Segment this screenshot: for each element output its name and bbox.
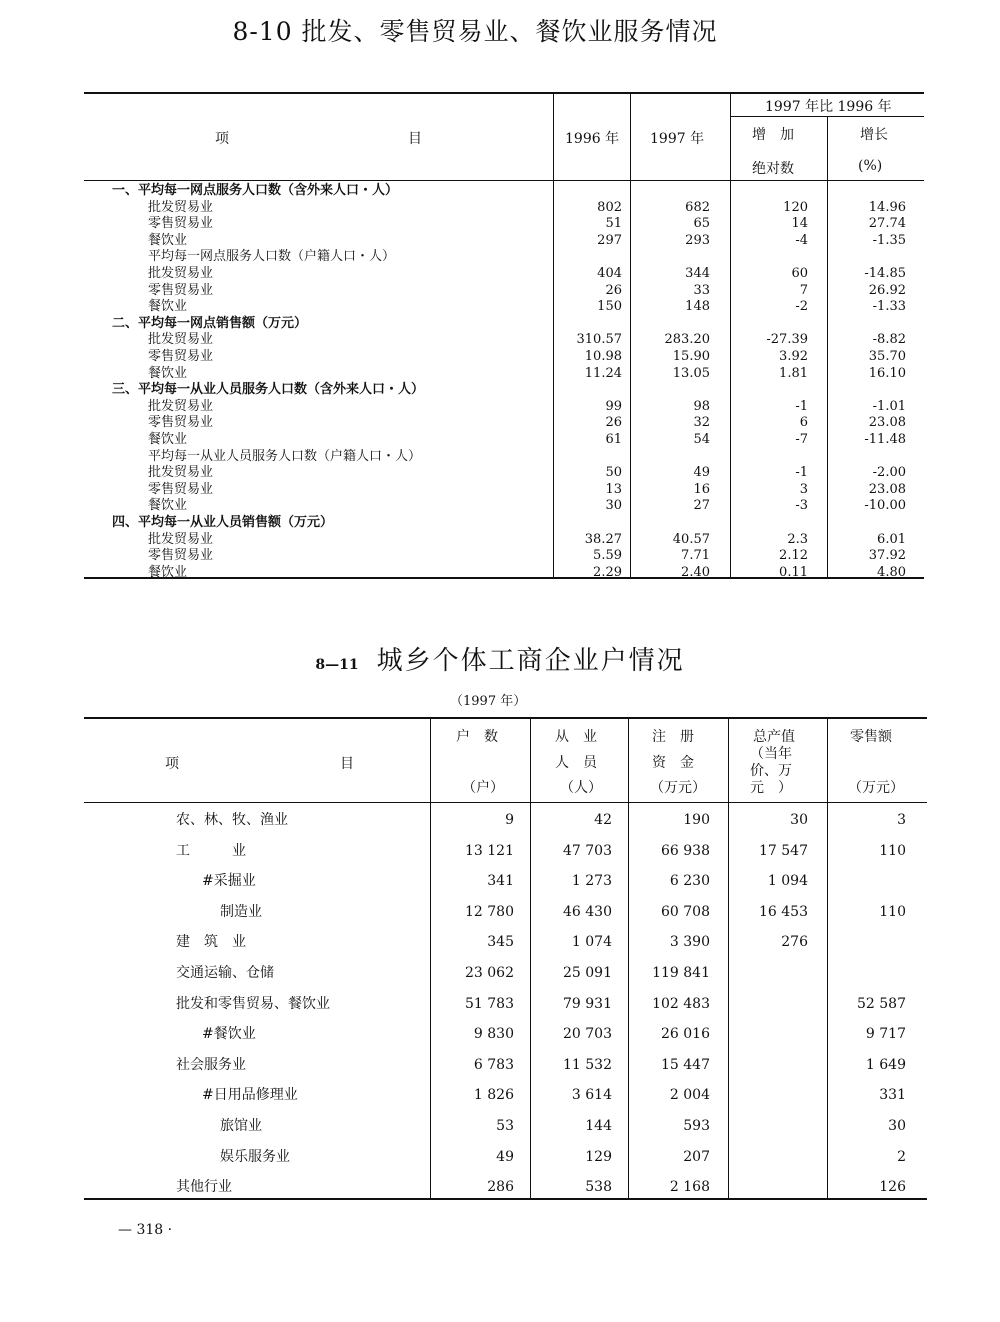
cell-abs: 2.3 xyxy=(787,531,808,547)
row-label: 社会服务业 xyxy=(176,1056,246,1073)
cell-v1997: 7.71 xyxy=(681,548,710,564)
table2-row xyxy=(0,836,1000,866)
cell-capital: 2 168 xyxy=(669,1179,710,1196)
cell-pct: 14.96 xyxy=(868,199,906,215)
row-label: 制造业 xyxy=(220,903,262,920)
cell-pct: -1.01 xyxy=(872,398,906,414)
cell-employees: 1 074 xyxy=(571,934,612,951)
cell-output: 16 453 xyxy=(759,903,808,920)
cell-v1996: 310.57 xyxy=(576,332,622,348)
table2-header-retail-unit: （万元） xyxy=(848,780,904,796)
row-label: 零售贸易业 xyxy=(148,349,214,364)
table1-row xyxy=(0,182,1000,199)
cell-capital: 190 xyxy=(683,812,710,828)
cell-output: 276 xyxy=(781,934,808,951)
table1-row xyxy=(0,331,1000,348)
row-label: 零售贸易业 xyxy=(148,282,214,298)
row-label: 零售贸易业 xyxy=(148,216,214,232)
cell-v1997: 65 xyxy=(693,216,710,232)
table1-header-1997: 1997 年 xyxy=(650,131,705,147)
table2-header-item: 项 xyxy=(165,756,179,772)
table1-row xyxy=(0,448,1000,465)
cell-employees: 1 273 xyxy=(571,873,612,890)
row-label: 旅馆业 xyxy=(220,1118,262,1134)
cell-capital: 3 390 xyxy=(669,934,710,951)
cell-pct: -2.00 xyxy=(872,465,906,481)
cell-capital: 15 447 xyxy=(661,1056,710,1073)
cell-employees: 129 xyxy=(585,1148,612,1165)
cell-v1996: 99 xyxy=(605,398,622,414)
cell-v1997: 27 xyxy=(693,498,710,514)
table1-row xyxy=(0,348,1000,365)
cell-households: 6 783 xyxy=(473,1056,514,1073)
table2-row xyxy=(0,1111,1000,1141)
row-label: 批发贸易业 xyxy=(148,398,214,414)
cell-employees: 25 091 xyxy=(563,965,612,981)
row-label: 批发贸易业 xyxy=(148,531,214,547)
cell-households: 49 xyxy=(496,1148,514,1165)
table2-row xyxy=(0,897,1000,927)
cell-employees: 538 xyxy=(585,1179,612,1196)
cell-output: 1 094 xyxy=(767,873,808,890)
cell-retail: 110 xyxy=(879,842,906,859)
table2-top-rule xyxy=(84,717,927,719)
cell-pct: 23.08 xyxy=(868,481,906,497)
cell-retail: 1 649 xyxy=(865,1056,906,1073)
row-label: 农、林、牧、渔业 xyxy=(176,812,288,828)
table2-header-capital-a: 注 册 xyxy=(652,729,694,745)
table1-row xyxy=(0,315,1000,332)
table2-header-retail: 零售额 xyxy=(850,729,892,745)
row-label: 二、平均每一网点销售额（万元） xyxy=(112,315,308,331)
cell-v1996: 150 xyxy=(597,299,622,315)
cell-households: 341 xyxy=(487,873,514,890)
cell-abs: 120 xyxy=(783,199,808,215)
cell-retail: 3 xyxy=(897,812,906,828)
table1-row xyxy=(0,564,1000,581)
row-label: 餐饮业 xyxy=(148,498,188,514)
cell-employees: 42 xyxy=(594,812,612,828)
cell-abs: 0.11 xyxy=(779,564,808,580)
table1-row xyxy=(0,365,1000,382)
table2-header-output-b: （当年 xyxy=(750,746,792,762)
table2-row xyxy=(0,1172,1000,1202)
cell-abs: -1 xyxy=(795,398,808,414)
cell-pct: 27.74 xyxy=(868,216,906,232)
table2-header-employees-b: 人 员 xyxy=(555,755,597,771)
cell-households: 13 121 xyxy=(465,842,514,859)
row-label: 四、平均每一从业人员销售额（万元） xyxy=(112,515,334,530)
table1-row xyxy=(0,232,1000,249)
cell-v1996: 26 xyxy=(605,415,622,431)
table1-row xyxy=(0,547,1000,564)
cell-households: 1 826 xyxy=(473,1087,514,1104)
row-label: 三、平均每一从业人员服务人口数（含外来人口・人） xyxy=(112,382,425,398)
table2-header-output-d: 元 ） xyxy=(750,780,792,796)
cell-capital: 102 483 xyxy=(652,995,710,1012)
cell-retail: 2 xyxy=(897,1148,906,1165)
row-label: 零售贸易业 xyxy=(148,548,214,564)
table2-header-capital-unit: （万元） xyxy=(650,780,706,796)
table2-title xyxy=(0,640,1000,677)
cell-abs: 6 xyxy=(799,415,808,431)
cell-employees: 11 532 xyxy=(563,1056,612,1073)
cell-pct: 26.92 xyxy=(868,282,906,298)
row-label: 平均每一从业人员服务人口数（户籍人口・人） xyxy=(148,448,422,464)
table1-row xyxy=(0,481,1000,498)
row-label: 批发贸易业 xyxy=(148,465,214,481)
cell-abs: 2.12 xyxy=(779,548,808,564)
cell-pct: -14.85 xyxy=(864,266,906,281)
table1-row xyxy=(0,381,1000,398)
row-label: 零售贸易业 xyxy=(148,415,214,431)
cell-retail: 52 587 xyxy=(857,995,906,1012)
cell-v1997: 283.20 xyxy=(664,332,710,348)
table1-row xyxy=(0,431,1000,448)
cell-v1997: 15.90 xyxy=(672,349,710,364)
table2-row xyxy=(0,805,1000,835)
cell-capital: 2 004 xyxy=(669,1087,710,1104)
cell-pct: 35.70 xyxy=(868,349,906,364)
cell-capital: 207 xyxy=(683,1148,710,1165)
cell-pct: 16.10 xyxy=(868,365,906,381)
table2-row xyxy=(0,1142,1000,1172)
table2-header-item2: 目 xyxy=(340,756,354,772)
table1-row xyxy=(0,265,1000,282)
table2-row xyxy=(0,958,1000,988)
cell-households: 51 783 xyxy=(465,995,514,1012)
cell-output: 30 xyxy=(790,812,808,828)
table1-row xyxy=(0,215,1000,232)
cell-v1996: 50 xyxy=(605,465,622,481)
cell-abs: -3 xyxy=(795,498,808,514)
table2-row xyxy=(0,1080,1000,1110)
table2-header-rule xyxy=(84,802,927,803)
cell-v1997: 32 xyxy=(693,415,710,431)
row-label: 批发和零售贸易、餐饮业 xyxy=(176,995,330,1012)
cell-capital: 593 xyxy=(683,1118,710,1134)
cell-retail: 110 xyxy=(879,903,906,920)
cell-v1996: 13 xyxy=(605,481,622,497)
table1-header-growth: 增长 xyxy=(860,127,888,143)
row-label: 批发贸易业 xyxy=(148,199,214,215)
table2-header-capital-b: 资 金 xyxy=(652,755,694,771)
table1-top-rule xyxy=(84,92,924,94)
row-label: 娱乐服务业 xyxy=(220,1148,290,1165)
cell-v1997: 293 xyxy=(685,232,710,248)
row-label: 平均每一网点服务人口数（户籍人口・人） xyxy=(148,249,396,265)
table1-row xyxy=(0,398,1000,415)
cell-capital: 60 708 xyxy=(661,903,710,920)
row-label: #采掘业 xyxy=(202,873,256,890)
table2-row xyxy=(0,866,1000,896)
cell-v1996: 61 xyxy=(605,432,622,447)
cell-abs: 60 xyxy=(791,266,808,281)
table1-row xyxy=(0,464,1000,481)
cell-v1997: 98 xyxy=(693,398,710,414)
cell-retail: 126 xyxy=(879,1179,906,1196)
table2-row xyxy=(0,1050,1000,1080)
cell-pct: 4.80 xyxy=(877,564,906,580)
cell-v1997: 344 xyxy=(685,266,710,281)
cell-pct: 23.08 xyxy=(868,415,906,431)
cell-households: 23 062 xyxy=(465,965,514,981)
table1-header-absolute: 绝对数 xyxy=(752,161,794,177)
table2-row xyxy=(0,927,1000,957)
cell-v1996: 30 xyxy=(605,498,622,514)
table1-header-1996: 1996 年 xyxy=(565,131,620,147)
table1-row xyxy=(0,248,1000,265)
cell-v1996: 802 xyxy=(597,199,622,215)
table2-header-output-a: 总产值 xyxy=(753,729,795,745)
cell-households: 53 xyxy=(496,1118,514,1134)
cell-v1997: 148 xyxy=(685,299,710,315)
cell-pct: -11.48 xyxy=(864,432,906,447)
cell-abs: -2 xyxy=(795,299,808,315)
page-number: — 318 · xyxy=(118,1222,173,1238)
cell-retail: 9 717 xyxy=(865,1026,906,1043)
row-label: 零售贸易业 xyxy=(148,481,214,497)
cell-capital: 6 230 xyxy=(669,873,710,890)
table2-subtitle: （1997 年） xyxy=(450,694,527,709)
table2-title-text: 城乡个体工商企业户情况 xyxy=(376,646,685,676)
row-label: 一、平均每一网点服务人口数（含外来人口・人） xyxy=(112,183,399,198)
table2-header-households: 户 数 xyxy=(456,729,498,745)
cell-abs: -1 xyxy=(795,465,808,481)
cell-v1996: 51 xyxy=(605,216,622,232)
row-label: 批发贸易业 xyxy=(148,266,214,281)
cell-abs: 7 xyxy=(799,282,808,298)
cell-output: 17 547 xyxy=(759,842,808,859)
cell-pct: 6.01 xyxy=(877,531,906,547)
row-label: 批发贸易业 xyxy=(148,332,214,348)
cell-v1996: 38.27 xyxy=(584,531,622,547)
table1-row xyxy=(0,282,1000,299)
table1-row xyxy=(0,199,1000,216)
table2-header-output-c: 价、万 xyxy=(750,763,792,779)
cell-employees: 46 430 xyxy=(563,903,612,920)
cell-v1996: 26 xyxy=(605,282,622,298)
row-label: 餐饮业 xyxy=(148,365,188,381)
row-label: 建 筑 业 xyxy=(176,934,246,951)
cell-retail: 30 xyxy=(888,1118,906,1134)
table2-header-employees-unit: （人） xyxy=(560,780,602,796)
cell-v1997: 54 xyxy=(693,432,710,447)
cell-households: 12 780 xyxy=(465,903,514,920)
table2-row xyxy=(0,1019,1000,1049)
cell-pct: 37.92 xyxy=(868,548,906,564)
table1-header-item2: 目 xyxy=(408,131,422,147)
row-label: #餐饮业 xyxy=(202,1026,256,1043)
cell-pct: -10.00 xyxy=(864,498,906,514)
cell-abs: 14 xyxy=(791,216,808,232)
row-label: 餐饮业 xyxy=(148,299,188,315)
cell-employees: 79 931 xyxy=(563,995,612,1012)
cell-v1997: 16 xyxy=(693,481,710,497)
table1-header-increase: 增 加 xyxy=(752,127,794,143)
cell-employees: 3 614 xyxy=(571,1087,612,1104)
cell-capital: 119 841 xyxy=(652,965,710,981)
cell-abs: 1.81 xyxy=(779,365,808,381)
table2-header-employees-a: 从 业 xyxy=(555,729,597,745)
row-label: 餐饮业 xyxy=(148,232,188,248)
cell-pct: -1.33 xyxy=(872,299,906,315)
table1-title: 8-10 批发、零售贸易业、餐饮业服务情况 xyxy=(232,17,718,46)
cell-abs: -4 xyxy=(795,232,808,248)
row-label: 餐饮业 xyxy=(148,564,188,580)
cell-v1997: 682 xyxy=(685,199,710,215)
cell-employees: 20 703 xyxy=(563,1026,612,1043)
cell-v1996: 2.29 xyxy=(593,564,622,580)
cell-employees: 47 703 xyxy=(563,842,612,859)
row-label: 餐饮业 xyxy=(148,432,188,447)
cell-pct: -1.35 xyxy=(872,232,906,248)
cell-pct: -8.82 xyxy=(872,332,906,348)
row-label: 其他行业 xyxy=(176,1179,232,1196)
cell-v1997: 13.05 xyxy=(672,365,710,381)
cell-households: 345 xyxy=(487,934,514,951)
cell-v1997: 49 xyxy=(693,465,710,481)
table1-header-growth-unit: (%) xyxy=(858,158,883,174)
cell-v1996: 297 xyxy=(597,232,622,248)
table1-row xyxy=(0,531,1000,548)
cell-v1997: 33 xyxy=(693,282,710,298)
cell-retail: 331 xyxy=(879,1087,906,1104)
cell-abs: 3.92 xyxy=(779,349,808,364)
table1-header-item: 项 xyxy=(215,131,229,147)
row-label: #日用品修理业 xyxy=(202,1087,298,1104)
cell-v1997: 40.57 xyxy=(672,531,710,547)
table1-header-compare: 1997 年比 1996 年 xyxy=(765,99,892,115)
cell-v1996: 11.24 xyxy=(584,365,622,381)
table1-row xyxy=(0,414,1000,431)
table1-row xyxy=(0,514,1000,531)
cell-households: 9 830 xyxy=(473,1026,514,1043)
table1-row xyxy=(0,497,1000,514)
cell-v1996: 5.59 xyxy=(593,548,622,564)
cell-employees: 144 xyxy=(585,1118,612,1134)
cell-capital: 66 938 xyxy=(661,842,710,859)
cell-v1997: 2.40 xyxy=(681,564,710,580)
cell-abs: 3 xyxy=(799,481,808,497)
row-label: 工 业 xyxy=(176,842,246,859)
cell-v1996: 404 xyxy=(597,266,622,281)
table1-header-rule xyxy=(84,180,924,181)
cell-households: 286 xyxy=(487,1179,514,1196)
table2-number: 8—11 xyxy=(315,657,359,673)
cell-households: 9 xyxy=(505,812,514,828)
cell-v1996: 10.98 xyxy=(584,349,622,364)
table2-row xyxy=(0,989,1000,1019)
row-label: 交通运输、仓储 xyxy=(176,965,274,981)
table2-header-households-unit: （户） xyxy=(462,780,504,796)
table1-row xyxy=(0,298,1000,315)
cell-abs: -27.39 xyxy=(766,332,808,348)
cell-abs: -7 xyxy=(795,432,808,447)
cell-capital: 26 016 xyxy=(661,1026,710,1043)
